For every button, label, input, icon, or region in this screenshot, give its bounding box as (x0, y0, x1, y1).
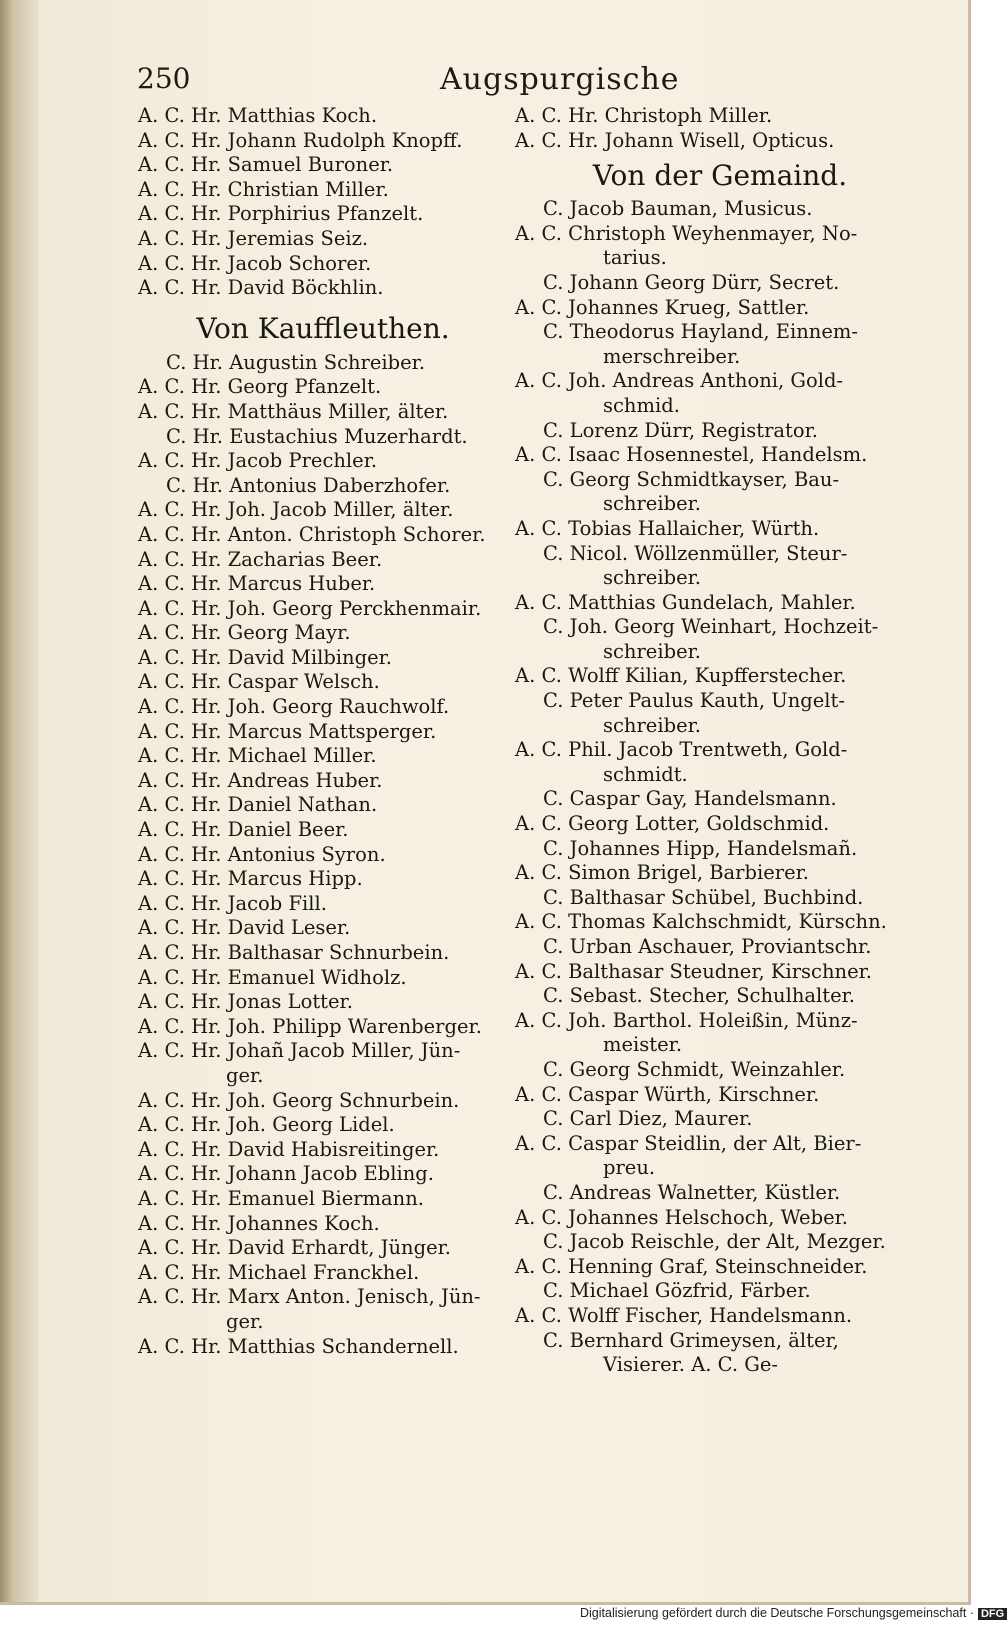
list-entry: A. C. Hr. Marx Anton. Jenisch, Jün- (138, 1285, 481, 1309)
list-entry: schreiber. (603, 492, 701, 516)
list-entry: C. Nicol. Wöllzenmüller, Steur- (543, 541, 848, 565)
list-entry: A. C. Hr. Zacharias Beer. (138, 547, 383, 571)
list-entry: A. C. Hr. Christian Miller. (138, 177, 389, 201)
digitization-footer (580, 1606, 1007, 1620)
list-entry: C. Bernhard Grimeysen, älter, (543, 1328, 839, 1352)
list-entry: A. C. Hr. Jonas Lotter. (138, 990, 353, 1014)
list-entry: A. C. Hr. Marcus Mattsperger. (138, 719, 437, 743)
list-entry: C. Hr. Eustachius Muzerhardt. (166, 424, 468, 448)
list-entry: C. Johannes Hipp, Handelsmañ. (543, 836, 858, 860)
list-entry: A. C. Phil. Jacob Trentweth, Gold- (515, 738, 848, 762)
list-entry: A. C. Hr. David Böckhlin. (138, 276, 384, 300)
list-entry: A. C. Wolff Kilian, Kupfferstecher. (515, 664, 847, 688)
list-entry: C. Jacob Bauman, Musicus. (543, 197, 813, 221)
list-entry: C. Johann Georg Dürr, Secret. (543, 270, 840, 294)
list-entry: A. C. Tobias Hallaicher, Würth. (515, 516, 820, 540)
list-entry: A. C. Hr. David Habisreitinger. (138, 1137, 440, 1161)
list-entry: A. C. Hr. Anton. Christoph Schorer. (138, 522, 486, 546)
list-entry: A. C. Hr. Jeremias Seiz. (138, 226, 369, 250)
list-entry: A. C. Hr. Joh. Georg Schnurbein. (138, 1088, 460, 1112)
list-entry: C. Jacob Reischle, der Alt, Mezger. (543, 1230, 886, 1254)
list-entry: A. C. Hr. Matthias Koch. (138, 104, 378, 127)
list-entry: C. Hr. Augustin Schreiber. (166, 350, 426, 374)
section-heading: Von der Gemaind. (592, 159, 848, 193)
list-entry: A. C. Hr. Samuel Buroner. (138, 153, 394, 177)
list-entry: A. C. Hr. Caspar Welsch. (138, 670, 380, 694)
list-entry: A. C. Hr. Joh. Georg Rauchwolf. (138, 695, 450, 719)
list-entry: schreiber. (603, 566, 701, 590)
list-entry: A. C. Hr. Jacob Schorer. (138, 251, 372, 275)
list-entry: C. Joh. Georg Weinhart, Hochzeit- (543, 615, 879, 639)
list-entry: schreiber. (603, 713, 701, 737)
list-entry: A. C. Wolff Fischer, Handelsmann. (515, 1303, 853, 1327)
list-entry: C. Sebast. Stecher, Schulhalter. (543, 984, 856, 1008)
list-entry: C. Georg Schmidtkayser, Bau- (543, 467, 840, 491)
list-entry: A. C. Hr. Michael Franckhel. (138, 1260, 420, 1284)
dfg-logo: DFG (978, 1608, 1007, 1620)
section-heading: Von Kauffleuthen. (196, 311, 450, 345)
list-entry: A. C. Johannes Helschoch, Weber. (515, 1205, 848, 1229)
list-entry: A. C. Hr. Joh. Georg Lidel. (138, 1113, 395, 1137)
list-entry: C. Georg Schmidt, Weinzahler. (543, 1057, 846, 1081)
list-entry: A. C. Simon Brigel, Barbierer. (515, 861, 810, 885)
list-entry: A. C. Hr. Antonius Syron. (138, 842, 386, 866)
list-entry: Visierer. A. C. Ge- (603, 1353, 779, 1377)
list-entry: A. C. Hr. Balthasar Schnurbein. (138, 941, 450, 964)
list-entry: A. C. Hr. Jacob Fill. (138, 891, 327, 915)
list-entry: A. C. Hr. Johannes Koch. (138, 1211, 380, 1235)
footer-text: Digitalisierung gefördert durch die Deutsche Forschungsgemeinschaft · (580, 1606, 974, 1620)
list-entry: C. Hr. Antonius Daberzhofer. (166, 473, 451, 497)
list-entry: A. C. Johannes Krueg, Sattler. (515, 295, 810, 319)
list-entry: A. C. Hr. Marcus Hipp. (138, 867, 363, 891)
list-entry: C. Urban Aschauer, Proviantschr. (543, 935, 872, 958)
list-entry: A. C. Hr. Daniel Nathan. (138, 793, 378, 817)
list-entry: A. C. Hr. Emanuel Widholz. (138, 965, 407, 989)
list-entry: A. C. Hr. Andreas Huber. (138, 768, 383, 792)
list-entry: A. C. Hr. Johann Wisell, Opticus. (515, 128, 835, 152)
list-entry: A. C. Joh. Andreas Anthoni, Gold- (515, 369, 844, 393)
list-entry: A. C. Hr. Joh. Georg Perckhenmair. (138, 596, 482, 620)
right-column (515, 104, 925, 1378)
list-entry: A. C. Hr. Matthias Schandernell. (138, 1334, 459, 1358)
page-gutter (0, 0, 38, 1602)
list-entry: A. C. Isaac Hosennestel, Handelsm. (515, 443, 868, 467)
list-entry: A. C. Hr. David Leser. (138, 916, 351, 940)
list-entry: C. Michael Gözfrid, Färber. (543, 1279, 811, 1303)
list-entry: A. C. Hr. Emanuel Biermann. (138, 1186, 424, 1210)
list-entry: A. C. Christoph Weyhenmayer, No- (515, 221, 858, 245)
list-entry: A. C. Henning Graf, Steinschneider. (515, 1254, 868, 1278)
list-entry: C. Andreas Walnetter, Küstler. (543, 1180, 841, 1204)
list-entry: A. C. Hr. Johann Jacob Ebling. (138, 1162, 434, 1186)
list-entry: A. C. Hr. Daniel Beer. (138, 818, 349, 842)
list-entry: A. C. Balthasar Steudner, Kirschner. (515, 959, 873, 983)
list-entry: A. C. Hr. Joh. Philipp Warenberger. (138, 1014, 482, 1038)
list-entry: C. Lorenz Dürr, Registrator. (543, 418, 818, 442)
list-entry: A. C. Hr. Johann Rudolph Knopff. (138, 128, 463, 152)
list-entry: A. C. Hr. Marcus Huber. (138, 572, 376, 596)
list-entry: A. C. Hr. David Erhardt, Jünger. (138, 1236, 451, 1260)
list-entry: schmidt. (603, 762, 688, 786)
list-entry: A. C. Hr. Georg Pfanzelt. (138, 375, 382, 399)
list-entry: A. C. Joh. Barthol. Holeißin, Münz- (515, 1008, 858, 1032)
left-column (138, 104, 508, 1359)
list-entry: A. C. Hr. Matthäus Miller, älter. (138, 399, 449, 423)
list-entry: C. Peter Paulus Kauth, Ungelt- (543, 689, 845, 713)
list-entry: C. Balthasar Schübel, Buchbind. (543, 885, 864, 909)
list-entry: A. C. Caspar Würth, Kirschner. (515, 1082, 820, 1106)
list-entry: A. C. Hr. Porphirius Pfanzelt. (138, 202, 424, 226)
list-entry: meister. (603, 1033, 683, 1057)
list-entry: A. C. Thomas Kalchschmidt, Kürschn. (515, 910, 887, 934)
list-entry: merschreiber. (603, 344, 741, 368)
list-entry: A. C. Georg Lotter, Goldschmid. (515, 812, 830, 836)
list-entry: ger. (226, 1309, 264, 1333)
list-entry: preu. (603, 1156, 656, 1180)
list-entry: C. Theodorus Hayland, Einnem- (543, 320, 858, 344)
list-entry: C. Caspar Gay, Handelsmann. (543, 787, 837, 811)
running-title: Augspurgische (440, 62, 680, 97)
list-entry: ger. (226, 1063, 264, 1087)
list-entry: A. C. Matthias Gundelach, Mahler. (515, 590, 856, 614)
list-entry: schreiber. (603, 639, 701, 663)
list-entry: A. C. Hr. Jacob Prechler. (138, 449, 378, 473)
list-entry: tarius. (603, 246, 667, 270)
list-entry: schmid. (603, 393, 680, 417)
list-entry: A. C. Hr. Christoph Miller. (515, 104, 773, 127)
list-entry: A. C. Hr. Michael Miller. (138, 744, 377, 768)
list-entry: A. C. Hr. David Milbinger. (138, 645, 392, 669)
list-entry: C. Carl Diez, Maurer. (543, 1107, 753, 1131)
list-entry: A. C. Caspar Steidlin, der Alt, Bier- (515, 1131, 862, 1155)
list-entry: A. C. Hr. Johañ Jacob Miller, Jün- (138, 1039, 461, 1063)
list-entry: A. C. Hr. Joh. Jacob Miller, älter. (138, 498, 454, 522)
list-entry: A. C. Hr. Georg Mayr. (138, 621, 351, 645)
page-number: 250 (137, 62, 191, 95)
